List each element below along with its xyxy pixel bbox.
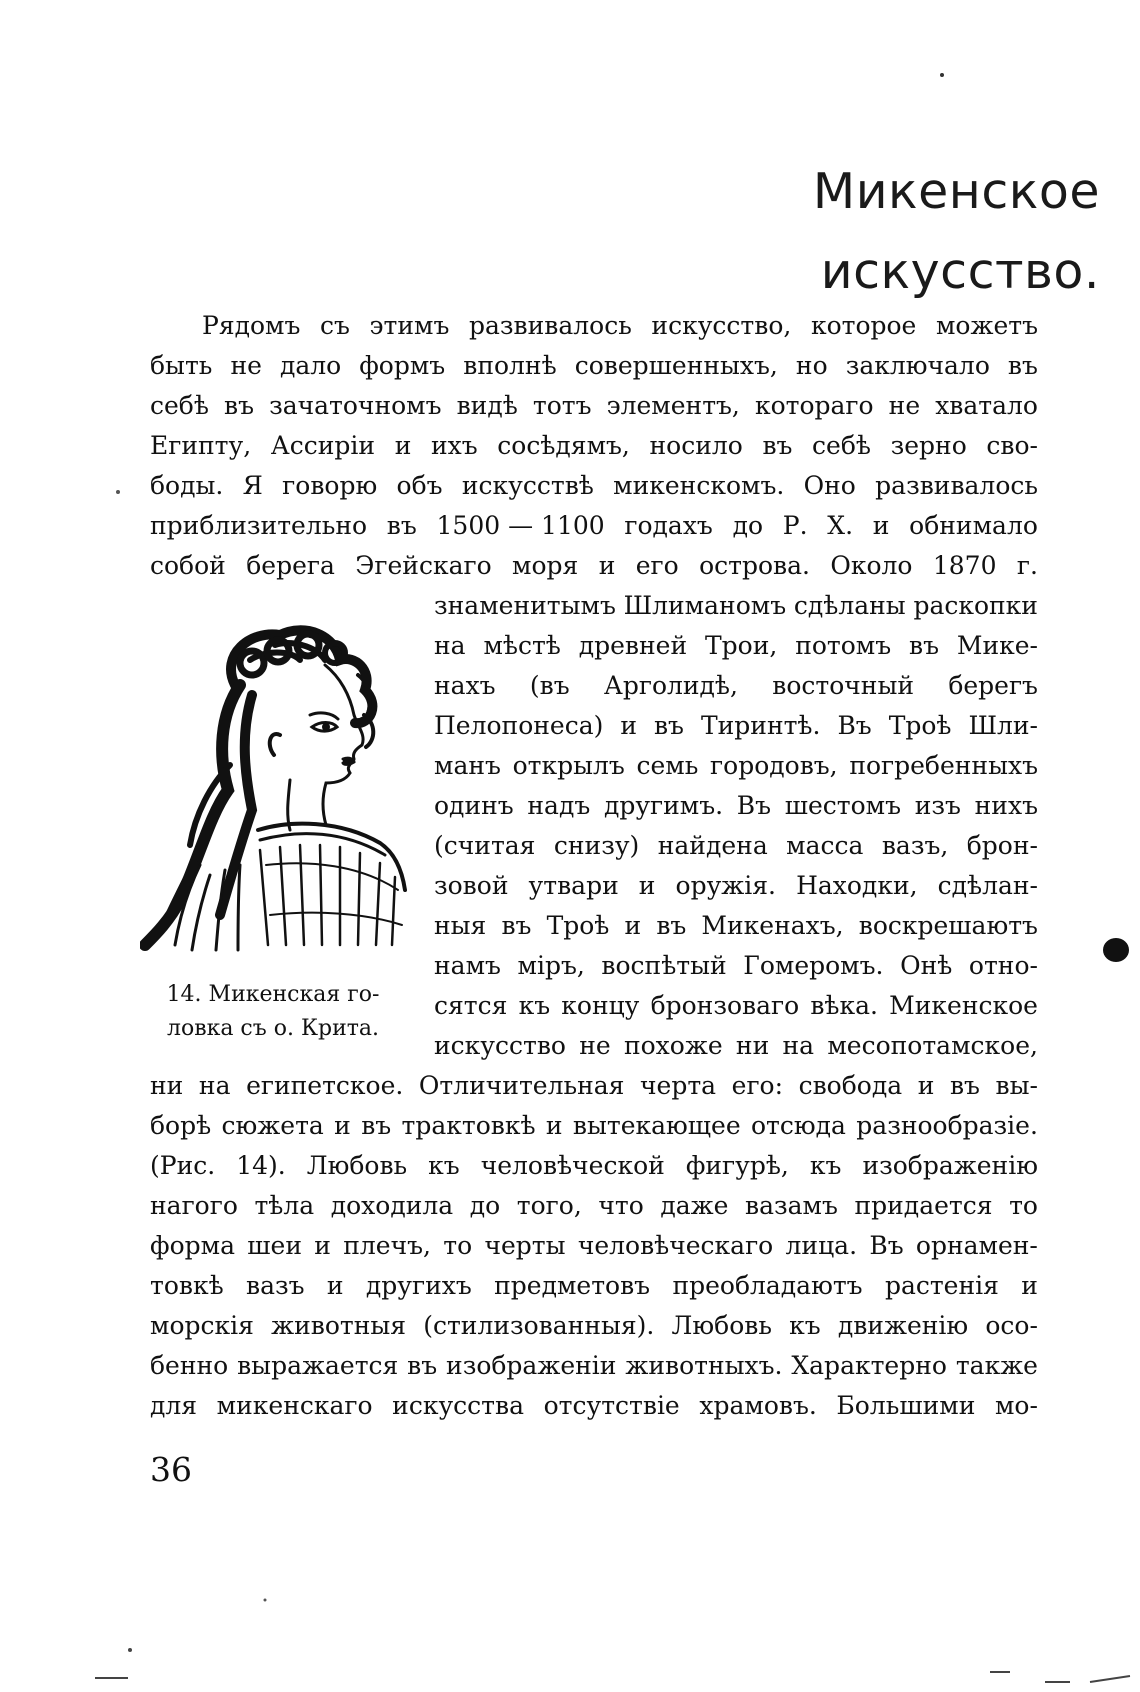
word: и [326,1271,344,1300]
word: но [795,351,828,380]
word: ихъ [430,431,478,460]
word: Арголидѣ, [603,671,738,700]
word: въ [361,1111,392,1140]
text-line [150,1386,1038,1426]
word: Тиринтѣ. [700,711,821,740]
word: знаменитымъ [434,591,616,620]
text-line [150,466,1038,506]
word: вполнѣ [463,351,557,380]
word: человѣческаго [577,1231,774,1260]
word: его [635,551,679,580]
text-line [150,1306,1038,1346]
word: Микенахъ, [701,911,844,940]
word: оружія. [675,871,777,900]
word: животныя [271,1311,407,1340]
word: и [620,711,638,740]
word: раскопки [913,591,1038,620]
word: брон- [966,831,1038,860]
word: Любовь [671,1311,772,1340]
heading-line-1: Микенское [812,163,1100,220]
word: себѣ [150,391,209,420]
word: заключало [845,351,990,380]
word: въ [501,911,532,940]
word: товкѣ [150,1271,224,1300]
word: сятся [434,991,508,1020]
word: морскія [150,1311,254,1340]
word: и [314,1231,331,1260]
word: потомъ [795,631,892,660]
word: бронзоваго [650,991,800,1020]
word: которое [810,311,917,340]
word: мо- [994,1391,1038,1420]
word: и [394,431,412,460]
word: зовой [434,871,509,900]
word: видѣ [456,391,518,420]
word: развивалось [469,311,632,340]
text-line [434,866,1038,906]
word: тотъ [532,391,592,420]
word: въ [224,391,254,420]
text-line [150,386,1038,426]
word: на [434,631,466,660]
word: Я [242,471,263,500]
word: доходила [330,1191,454,1220]
word: Оно [803,471,856,500]
word: нахъ [434,671,496,700]
word: утвари [528,871,619,900]
text-line [150,1346,1038,1386]
word: воспѣтый [601,951,727,980]
text-line [150,426,1038,466]
word: черта [640,1071,717,1100]
word: манъ [434,751,501,780]
word: и [598,551,616,580]
word: снизу) [553,831,640,860]
text-line [434,706,1038,746]
word: ни [735,1031,770,1060]
word: шестомъ [784,791,902,820]
word: сдѣланы [793,591,906,620]
word: воскрешаютъ [858,911,1038,940]
word: сво- [986,431,1038,460]
word: Микенское [889,991,1038,1020]
word: до [469,1191,501,1220]
word: отсутствіе [543,1391,680,1420]
word: говорю [282,471,378,500]
word: изображенію [862,1151,1038,1180]
page-number: 36 [150,1450,192,1489]
word: бенно [150,1351,229,1380]
word: придается [854,1191,993,1220]
word: въ [762,431,793,460]
word: Отличительная [418,1071,625,1100]
word: къ [789,1311,821,1340]
word: въ [949,1071,980,1100]
heading-line-2: искусство. [820,243,1100,300]
word: похоже [623,1031,723,1060]
word: можетъ [935,311,1038,340]
word: Шлиманомъ [623,591,787,620]
word: искусство [434,1031,566,1060]
word: Онѣ [900,951,953,980]
word: искусствѣ [461,471,594,500]
word: Шли- [968,711,1038,740]
word: его: [731,1071,784,1100]
word: и [872,511,890,540]
word: въ [656,911,687,940]
word: ныя [434,911,487,940]
text-line [434,906,1038,946]
word: выражается [237,1351,399,1380]
word: развивалось [875,471,1038,500]
text-line [150,506,1038,546]
word: предметовъ [494,1271,651,1300]
word: къ [518,991,551,1020]
word: Въ [869,1231,904,1260]
word: (въ [529,671,570,700]
word: Около [830,551,913,580]
word: вытекающее [572,1111,741,1140]
caption-line-2: ловка съ о. Крита. [166,1016,380,1041]
word: свобода [798,1071,903,1100]
word: надъ [527,791,591,820]
word: борѣ [150,1111,212,1140]
word: 14). [236,1151,286,1180]
word: и [624,911,642,940]
word: другимъ. [603,791,724,820]
word: носило [649,431,743,460]
word: тѣла [254,1191,315,1220]
word: въ [386,511,417,540]
word: и [545,1111,563,1140]
word: трактовкѣ [401,1111,536,1140]
word: міръ, [517,951,585,980]
word: вазъ [246,1271,305,1300]
word: зерно [890,431,967,460]
word: Въ [736,791,772,820]
word: фигурѣ, [685,1151,789,1180]
word: животныхъ. [625,1351,783,1380]
word: открылъ [512,751,625,780]
word: не [230,351,262,380]
word: что [598,1191,644,1220]
word: черты [484,1231,566,1260]
word: восточный [772,671,915,700]
word: Трои, [704,631,778,660]
figure-mycenaean-head-illustration [140,615,410,960]
word: плечъ, [343,1231,431,1260]
word: Р. [782,511,808,540]
word: (Рис. [150,1151,216,1180]
word: другихъ [365,1271,472,1300]
word: мѣстѣ [483,631,561,660]
word: масса [786,831,864,860]
text-line [434,586,1038,626]
word: быть [150,351,213,380]
word: къ [428,1151,460,1180]
word: движенію [837,1311,969,1340]
word: сдѣлан- [937,871,1038,900]
word: и [1021,1271,1038,1300]
caption-line-1: 14. Микенская го- [166,982,380,1007]
word: древней [578,631,688,660]
word: орнамен- [915,1231,1038,1260]
text-line [202,306,1038,346]
word: изъ [914,791,961,820]
word: берегъ [948,671,1038,700]
word: отно- [968,951,1038,980]
word: вазъ, [881,831,949,860]
word: Мике- [956,631,1038,660]
word: и [917,1071,935,1100]
word: на [198,1071,231,1100]
word: нагого [150,1191,238,1220]
word: лица. [785,1231,858,1260]
word: концу [561,991,640,1020]
word: обнимало [909,511,1038,540]
word: осо- [985,1311,1038,1340]
word: то [1009,1191,1038,1220]
word: искусства [392,1391,524,1420]
word: 1870 [932,551,997,580]
text-line [150,1186,1038,1226]
word: ни [150,1071,184,1100]
word: того, [516,1191,582,1220]
text-line [150,1146,1038,1186]
word: даже [660,1191,729,1220]
text-line [150,1066,1038,1106]
word: объ [396,471,443,500]
word: и [638,871,656,900]
word: этимъ [369,311,450,340]
text-line [150,346,1038,386]
word: Характерно [791,1351,947,1380]
word: преобладаютъ [672,1271,863,1300]
word: форма [150,1231,235,1260]
word: то [443,1231,473,1260]
text-line [434,946,1038,986]
word: одинъ [434,791,514,820]
word: нихъ [974,791,1038,820]
word: месопотамское, [827,1031,1038,1060]
word: отсюда [750,1111,846,1140]
word: берега [246,551,335,580]
word: Египту, [150,431,252,460]
word: также [955,1351,1038,1380]
word: шеи [247,1231,302,1260]
text-line [150,1226,1038,1266]
word: съ [320,311,350,340]
word: Въ [837,711,872,740]
word: погребенныхъ [849,751,1038,780]
word: боды. [150,471,224,500]
word: формъ [359,351,446,380]
word: Троѣ [888,711,952,740]
word: острова. [699,551,810,580]
word: собой [150,551,226,580]
text-line [150,546,1038,586]
word: годахъ [624,511,713,540]
word: элементъ, [606,391,740,420]
word: къ [809,1151,842,1180]
word: Любовь [306,1151,408,1180]
word: Пелопонеса) [434,711,604,740]
word: зачаточномъ [269,391,442,420]
word: (считая [434,831,536,860]
word: въ [407,1351,438,1380]
word: человѣческой [480,1151,665,1180]
word: не [579,1031,611,1060]
word: не [888,391,921,420]
text-line [434,666,1038,706]
text-line [150,1106,1038,1146]
word: вазамъ [745,1191,838,1220]
word: изображеніи [446,1351,617,1380]
text-line [150,1266,1038,1306]
word: сосѣдямъ, [497,431,630,460]
word: 1500 — 1100 [436,511,605,540]
word: микенскаго [216,1391,373,1420]
word: Эгейскаго [355,551,492,580]
word: (стилизованныя). [423,1311,655,1340]
word: микенскомъ. [613,471,785,500]
word: до [732,511,764,540]
word: городовъ, [710,751,838,780]
word: котораго [754,391,874,420]
word: вы- [995,1071,1038,1100]
text-line [434,826,1038,866]
word: сюжета [221,1111,324,1140]
word: на [782,1031,815,1060]
text-line [434,786,1038,826]
word: растенія [884,1271,999,1300]
word: и [334,1111,351,1140]
word: семь [636,751,699,780]
word: въ [909,631,939,660]
word: храмовъ. [699,1391,817,1420]
word: приблизительно [150,511,368,540]
word: вѣка. [810,991,878,1020]
word: египетское. [246,1071,404,1100]
word: искусство, [651,311,792,340]
section-heading [700,152,1100,312]
word: себѣ [812,431,871,460]
word: Большими [836,1391,976,1420]
word: въ [653,711,684,740]
word: въ [1007,351,1038,380]
text-line [434,986,1038,1026]
word: Гомеромъ. [743,951,884,980]
word: разнообразіе. [856,1111,1038,1140]
word: моря [512,551,579,580]
text-line [434,1026,1038,1066]
word: найдена [657,831,768,860]
word: Х. [827,511,854,540]
word: Рядомъ [202,311,301,340]
word: Троѣ [546,911,610,940]
figure-caption [148,978,398,1046]
word: хватало [935,391,1038,420]
word: г. [1016,551,1038,580]
word: Находки, [796,871,918,900]
word: дало [279,351,342,380]
word: намъ [434,951,501,980]
text-line [434,626,1038,666]
word: Ассиріи [270,431,376,460]
word: совершенныхъ, [574,351,778,380]
text-line [434,746,1038,786]
word: для [150,1391,198,1420]
